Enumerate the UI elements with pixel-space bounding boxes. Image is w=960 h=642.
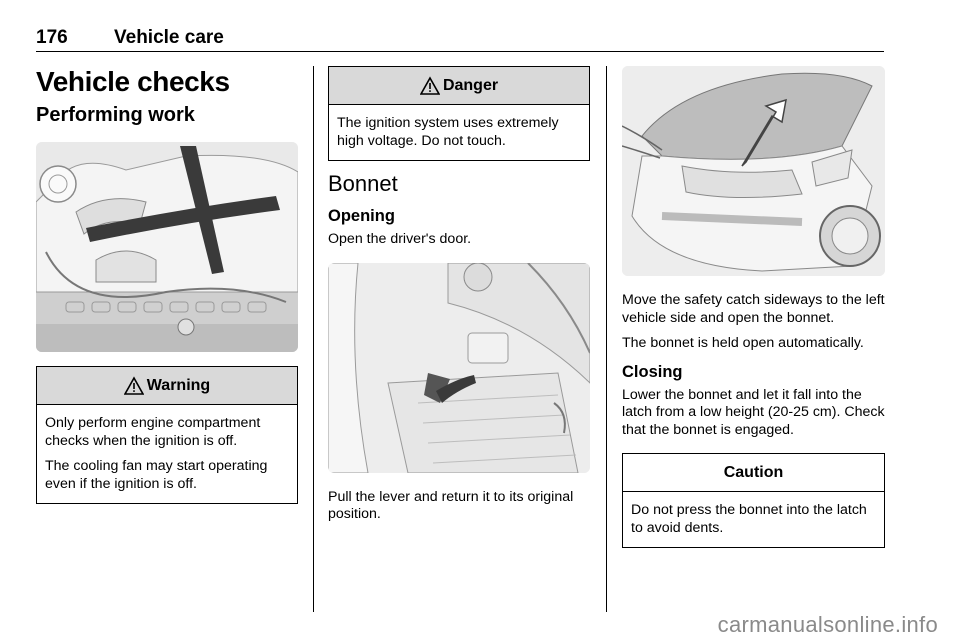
column-divider	[606, 66, 607, 612]
middle-column	[328, 66, 590, 524]
lever-text: Pull the lever and return it to its original position.	[328, 488, 574, 522]
warning-triangle-icon	[420, 76, 440, 96]
opening-heading: Opening	[328, 207, 395, 225]
running-title: Vehicle care	[114, 27, 224, 48]
subsection-heading: Performing work	[36, 104, 195, 126]
page-number: 176	[36, 27, 68, 48]
caution-title: Caution	[723, 463, 784, 481]
caution-box	[622, 453, 885, 548]
column-divider	[313, 66, 314, 612]
warning-title: Warning	[146, 376, 211, 394]
warning-triangle-icon	[124, 376, 144, 396]
bonnet-heading: Bonnet	[328, 171, 398, 196]
bonnet-release-lever-illustration	[328, 263, 590, 473]
closing-heading: Closing	[622, 362, 683, 381]
opening-text: Open the driver's door.	[328, 231, 472, 247]
danger-box	[328, 66, 590, 161]
site-watermark: carmanualsonline.info	[717, 612, 938, 637]
caution-text: Do not press the bonnet into the latch to avoid dents.	[631, 502, 867, 536]
warning-box	[36, 366, 298, 504]
danger-title: Danger	[442, 76, 499, 94]
engine-compartment-illustration	[36, 142, 298, 352]
section-heading: Vehicle checks	[36, 66, 230, 97]
bonnet-safety-catch-illustration	[622, 66, 885, 276]
warning-paragraph: The cooling fan may start operating even if the ignition is off.	[45, 458, 268, 492]
right-column	[622, 66, 885, 548]
caution-box-body	[623, 492, 884, 547]
catch-text: Move the safety catch sideways to the left vehicle side and open the bonnet.	[622, 292, 885, 326]
closing-text: Lower the bonnet and let it fall into the latch from a low height (20-25 cm). Check that the bonnet is engaged.	[622, 386, 885, 438]
caution-box-header	[623, 454, 884, 492]
held-open-text: The bonnet is held open automatically.	[622, 335, 864, 351]
warning-box-body	[37, 405, 297, 503]
danger-box-header	[329, 67, 589, 105]
warning-paragraph: Only perform engine compartment checks when the ignition is off.	[45, 415, 261, 449]
danger-box-body	[329, 105, 589, 160]
left-column	[36, 60, 298, 504]
warning-box-header	[37, 367, 297, 405]
page-header	[36, 24, 884, 52]
danger-text: The ignition system uses extremely high voltage. Do not touch.	[337, 115, 559, 149]
